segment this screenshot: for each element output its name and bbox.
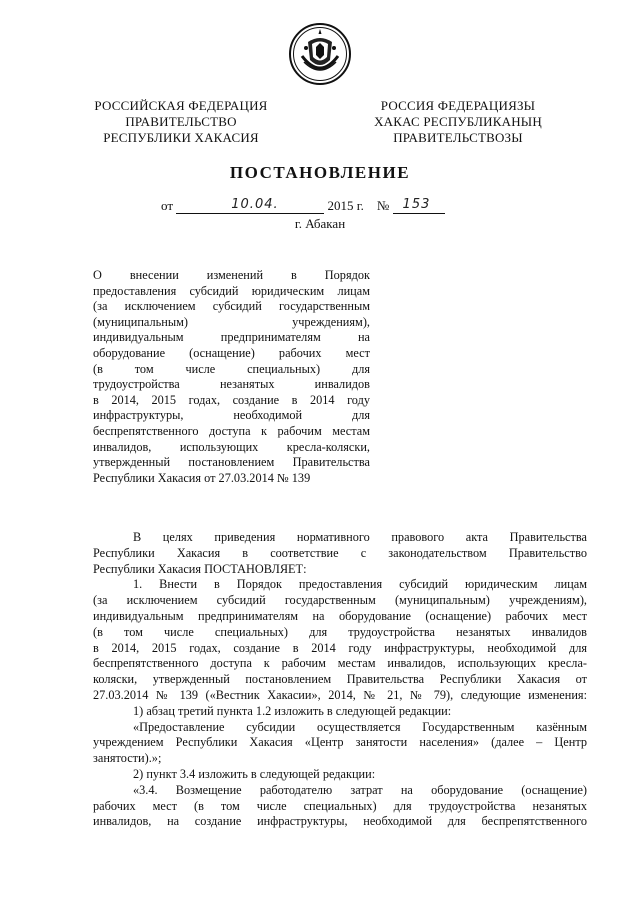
date-prefix: от — [161, 198, 174, 213]
body-line: в 2014, 2015 годах, создание в 2014 году инфраструктуры, необходимой для — [93, 640, 587, 655]
body-text — [93, 530, 587, 830]
body-line: занятости).»; — [93, 751, 162, 766]
subject-line: (в том числе специальных) для — [93, 361, 370, 376]
subject-line: Республики Хакасия от 27.03.2014 № 139 — [93, 470, 311, 485]
subject-line: беспрепятственного доступа к рабочим местам — [93, 423, 370, 438]
body-line: «3.4. Возмещение работодателю затрат на оборудование (оснащение) — [133, 782, 587, 797]
header-right-line: ПРАВИТЕЛЬСТВОЗЫ — [393, 130, 523, 145]
number-sign: № — [376, 198, 390, 213]
subject-line: (за исключением субсидий государственным — [93, 299, 370, 314]
body-line: 2) пункт 3.4 изложить в следующей редакции: — [133, 766, 376, 781]
body-line: учреждением Республики Хакасия «Центр занятости населения» (далее – Центр — [93, 735, 587, 750]
body-line: 27.03.2014 № 139 («Вестник Хакасии», 2014, № 21, № 79), следующие изменения: — [93, 687, 587, 702]
number-field — [393, 199, 445, 214]
subject-line: О внесении изменений в Порядок — [93, 268, 370, 282]
year-label: 2015 г. — [327, 198, 364, 213]
body-line: рабочих мест (в том числе специальных) для трудоустройства незанятых — [93, 798, 587, 813]
body-line: 1) абзац третий пункта 1.2 изложить в следующей редакции: — [133, 703, 452, 718]
body-line: В целях приведения нормативного правового акта Правительства — [133, 530, 587, 544]
body-line: беспрепятственного доступа к рабочим местам инвалидов, использующих кресла- — [93, 656, 587, 671]
body-line: 1. Внести в Порядок предоставления субсидий юридическим лицам — [133, 577, 587, 592]
header-left-line: РОССИЙСКАЯ ФЕДЕРАЦИЯ — [94, 98, 268, 113]
body-line: «Предоставление субсидии осуществляется Государственным казённым — [133, 719, 587, 734]
document-type-title: ПОСТАНОВЛЕНИЕ — [229, 163, 411, 182]
subject-line: инфраструктуры, необходимой для — [93, 408, 370, 423]
date-number-line — [161, 198, 445, 214]
body-line: Республики Хакасия в соответствие с законодательством Правительство — [93, 545, 587, 560]
header-right-line: ХАКАС РЕСПУБЛИКАНЫҢ — [374, 114, 542, 129]
body-line: индивидуальным предпринимателям на оборудование (оснащение) рабочих мест — [93, 608, 587, 623]
body-line: инвалидов, на создание инфраструктуры, необходимой для беспрепятственного — [93, 814, 587, 829]
handwritten-date: 10.04. — [231, 197, 279, 212]
handwritten-number: 153 — [402, 197, 431, 212]
body-line: Республики Хакасия ПОСТАНОВЛЯЕТ: — [93, 561, 307, 576]
date-field — [176, 199, 324, 214]
body-line: (за исключением субсидий государственным (муниципальным) учреждениям), — [93, 593, 587, 608]
subject-line: трудоустройства незанятых инвалидов — [93, 377, 370, 392]
subject-line: утвержденный постановлением Правительства — [93, 455, 370, 470]
header-left-block — [86, 98, 276, 146]
subject-line: индивидуальным предпринимателям на — [93, 330, 370, 345]
body-line: (в том числе специальных) для трудоустройства незанятых инвалидов — [93, 624, 587, 639]
subject-block — [93, 268, 370, 486]
coat-of-arms-emblem — [288, 22, 352, 86]
body-line: коляски, утвержденный постановлением Правительства Республики Хакасия от — [93, 672, 587, 687]
header-right-line: РОССИЯ ФЕДЕРАЦИЯЗЫ — [380, 98, 536, 113]
subject-line: оборудование (оснащение) рабочих мест — [93, 345, 370, 360]
subject-line: (муниципальным) учреждениям), — [93, 314, 370, 329]
subject-line: инвалидов, использующих кресла-коляски, — [93, 439, 370, 454]
subject-line: предоставления субсидий юридическим лицам — [93, 283, 370, 298]
header-left-line: ПРАВИТЕЛЬСТВО — [125, 114, 237, 129]
subject-line: в 2014, 2015 годах, создание в 2014 году — [93, 392, 370, 407]
header-left-line: РЕСПУБЛИКИ ХАКАСИЯ — [103, 130, 259, 145]
header-right-block — [358, 98, 558, 146]
city-label: г. Абакан — [294, 216, 346, 231]
